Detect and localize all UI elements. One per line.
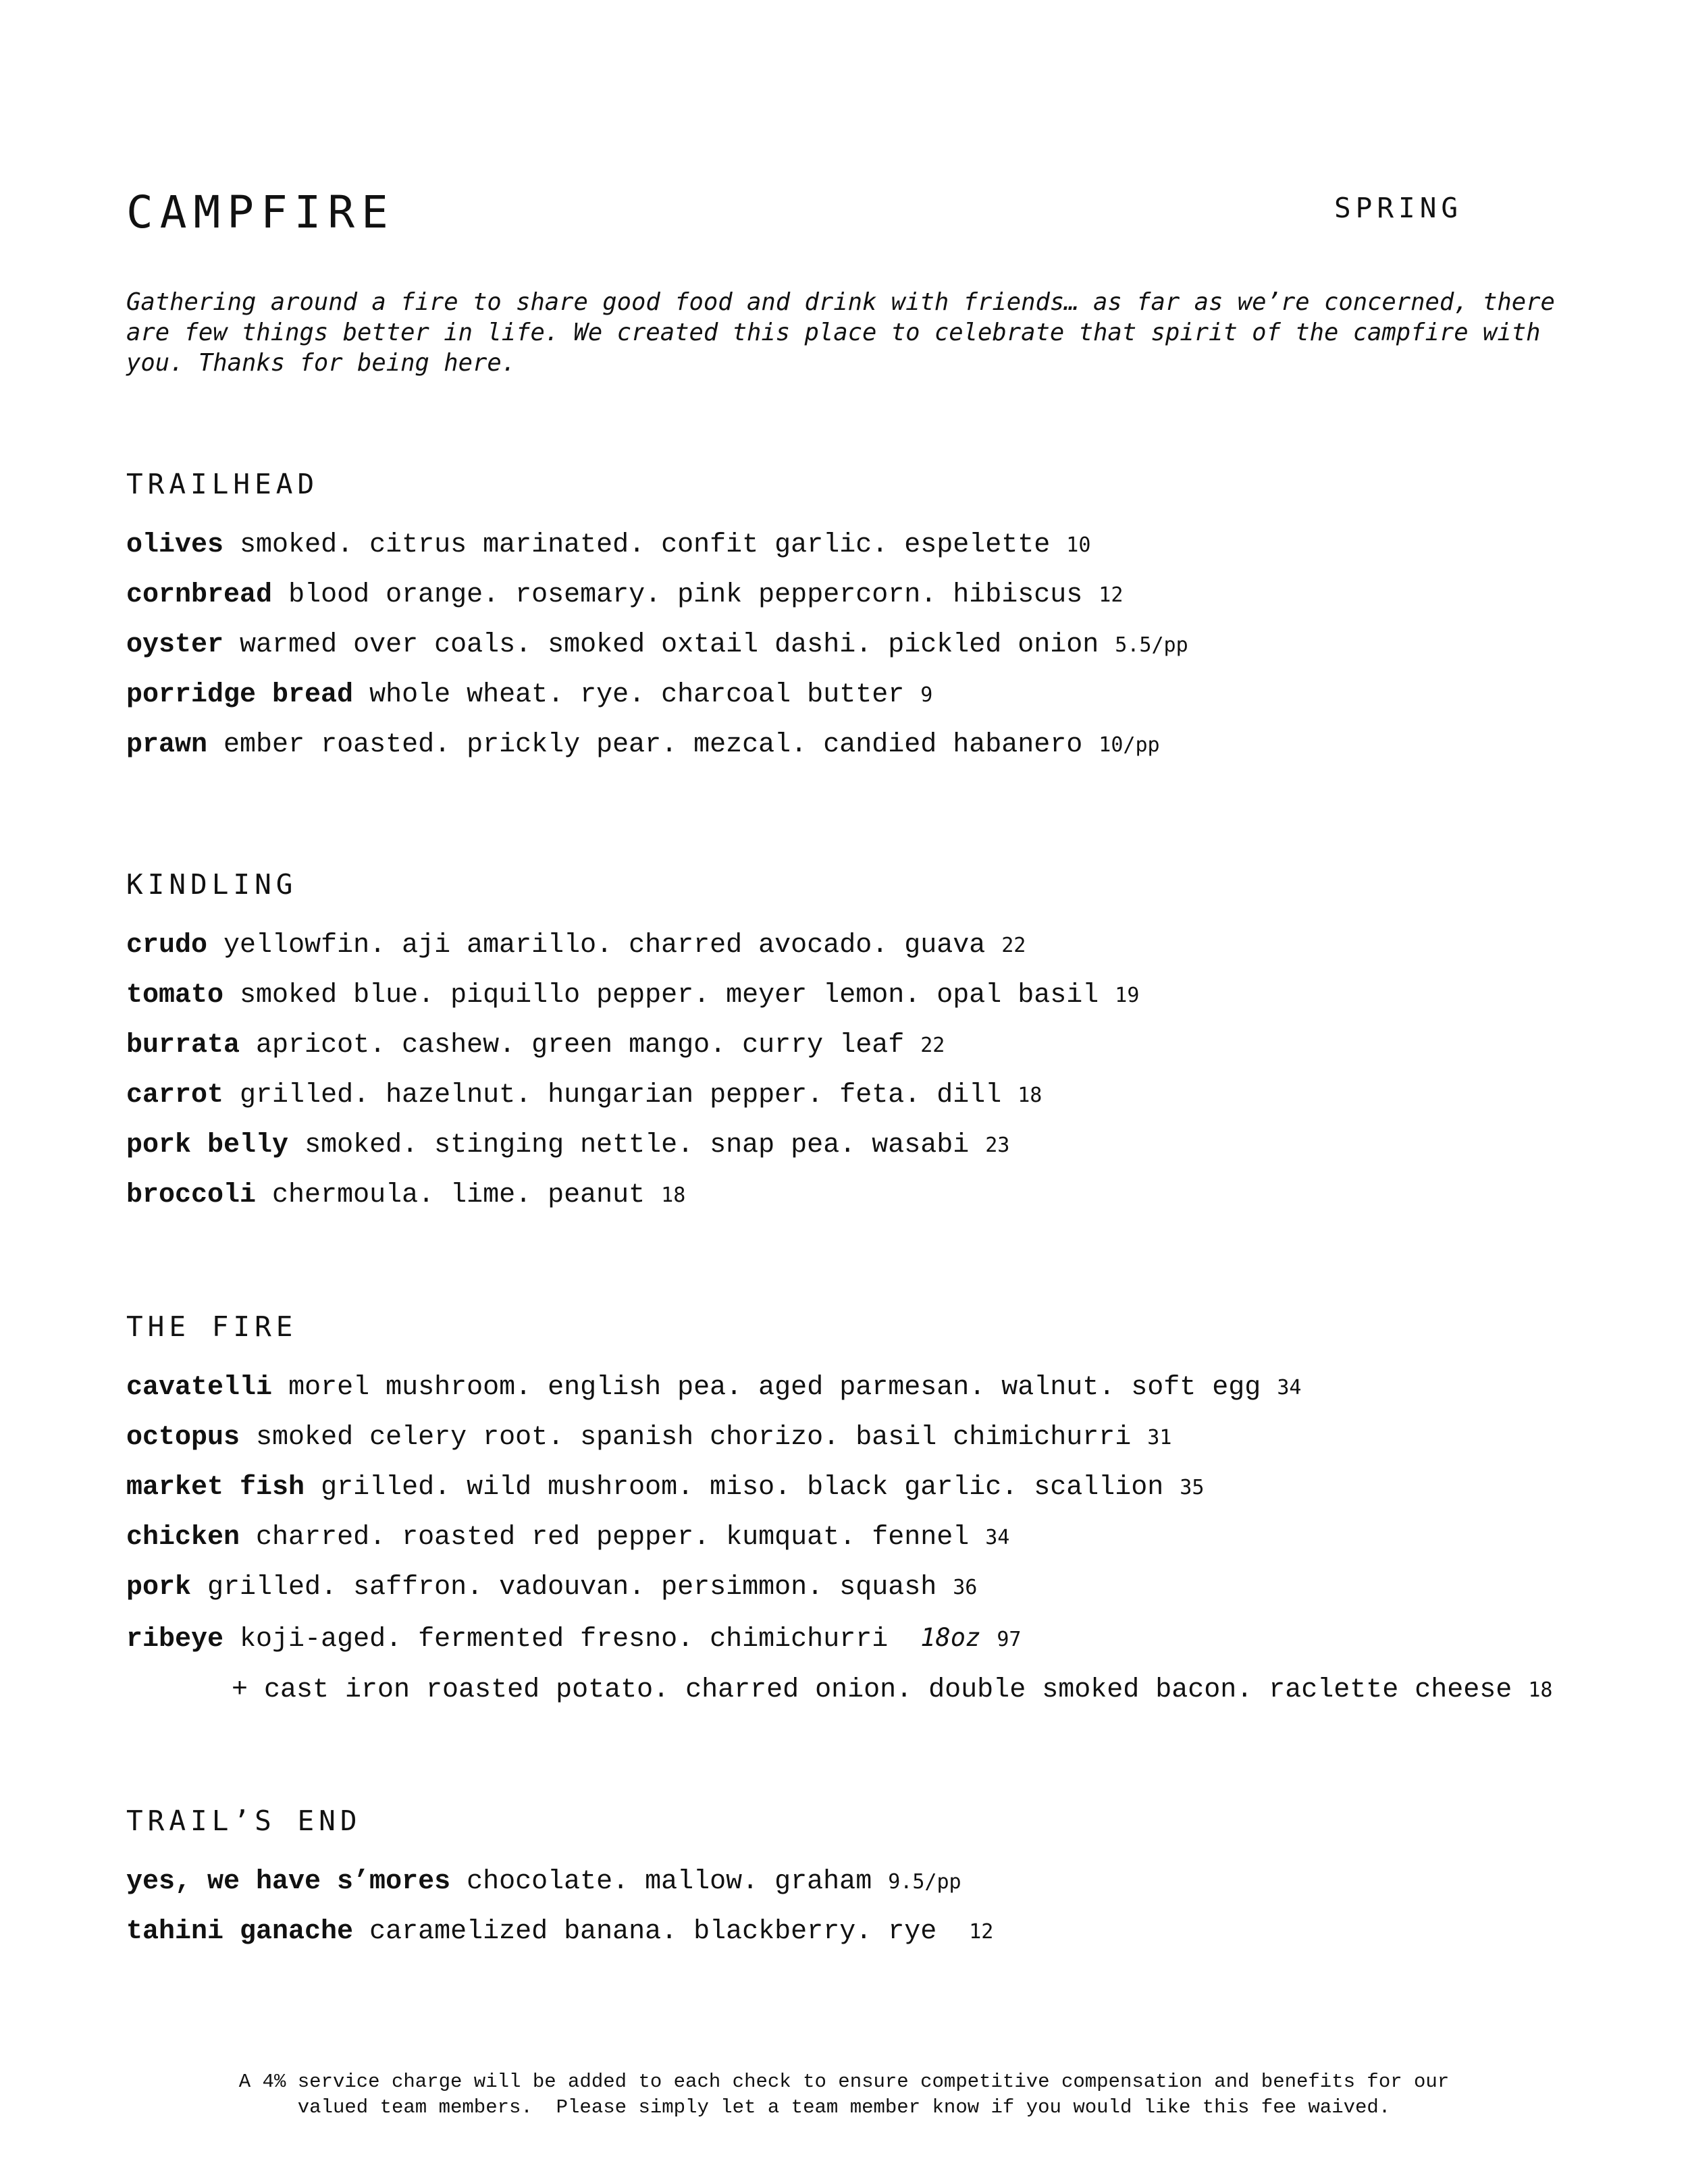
restaurant-name: CAMPFIRE [126,186,395,238]
item-name: ribeye [126,1624,224,1655]
item-description: morel mushroom. english pea. aged parmesan. walnut. soft egg [288,1373,1261,1403]
item-description: ember roasted. prickly pear. mezcal. candied habanero [223,730,1083,760]
item-price: 97 [997,1628,1022,1651]
item-name: octopus [126,1422,240,1453]
item-name: yes, we have s’mores [126,1867,451,1897]
section-the-fire [126,1310,1553,1716]
section-title: KINDLING [126,868,298,901]
item-price: 10/pp [1099,733,1160,757]
item-description: grilled. hazelnut. hungarian pepper. feta. dill [240,1080,1002,1111]
menu-item [126,1363,1552,1413]
item-price: 5.5/pp [1115,633,1188,657]
menu-item [126,521,1188,570]
item-price: 34 [1277,1376,1302,1400]
item-description: grilled. saffron. vadouvan. persimmon. squash [207,1572,937,1603]
item-description: whole wheat. rye. charcoal butter [369,680,905,710]
item-size: 18oz [920,1623,981,1652]
menu-item [126,670,1188,720]
footer-line: A 4% service charge will be added to each check to ensure competitive compensation and benefits for our [238,2071,1450,2093]
section-kindling [126,868,1140,1221]
item-name: carrot [126,1080,224,1111]
item-description: chermoula. lime. peanut [272,1180,645,1210]
item-name: oyster [126,630,224,660]
section-trails-end [126,1807,993,1957]
season-label: SPRING [1334,192,1463,224]
addon-description: + cast iron roasted potato. charred onion. double smoked bacon. raclette cheese [232,1675,1512,1705]
item-price: 12 [1099,583,1124,607]
item-price: 10 [1066,533,1091,557]
item-price: 19 [1115,984,1140,1007]
menu-item [126,1121,1139,1171]
item-description: yellowfin. aji amarillo. charred avocado. guava [223,930,986,961]
item-name: burrata [126,1030,240,1061]
item-description: smoked. citrus marinated. confit garlic. espelette [240,530,1051,560]
menu-item [126,1463,1552,1513]
item-name: cavatelli [126,1373,273,1403]
item-description: smoked blue. piquillo pepper. meyer lemon. opal basil [240,980,1099,1011]
menu-item [126,971,1139,1021]
item-description: smoked celery root. spanish chorizo. basil chimichurri [256,1422,1132,1453]
item-description: chocolate. mallow. graham [467,1867,872,1897]
item-price: 31 [1147,1426,1172,1449]
menu-item [126,720,1188,770]
menu-item [126,1613,1552,1665]
menu-item [126,620,1188,670]
item-price: 18 [1018,1084,1043,1107]
item-price: 23 [985,1134,1010,1157]
item-name: olives [126,530,224,560]
section-title: THE FIRE [126,1310,298,1343]
footer-line: valued team members. Please simply let a team member know if you would like this fee waived. [297,2096,1391,2119]
item-price: 36 [953,1576,978,1599]
item-name: crudo [126,930,208,961]
menu-item [126,1171,1139,1221]
item-price: 35 [1180,1476,1205,1499]
addon-price: 18 [1528,1678,1553,1702]
item-price: 22 [1001,934,1026,957]
item-name: pork [126,1572,192,1603]
menu-item [126,570,1188,620]
item-name: tomato [126,980,224,1011]
menu-item [126,1563,1552,1613]
item-description: smoked. stinging nettle. snap pea. wasabi [305,1130,970,1161]
intro-text: Gathering around a fire to share good food and drink with friends… as far as we’re concerned, there are few things better in life. We created this place to celebrate that spirit of the campfire with you. Thanks for being here. [126,288,1555,377]
item-description: warmed over coals. smoked oxtail dashi. pickled onion [240,630,1099,660]
section-title: TRAILHEAD [126,468,319,500]
item-price: 9 [920,683,933,707]
item-description: blood orange. rosemary. pink peppercorn. hibiscus [288,580,1083,610]
menu-item [126,1513,1552,1563]
item-price: 12 [969,1920,994,1944]
item-name: prawn [126,730,208,760]
item-price: 18 [661,1183,686,1207]
item-description: koji-aged. fermented fresno. chimichurri [240,1624,889,1655]
item-description: apricot. cashew. green mango. curry leaf [256,1030,905,1061]
menu-item [126,1413,1552,1463]
item-description: caramelized banana. blackberry. rye [369,1917,937,1947]
item-name: chicken [126,1522,240,1553]
item-name: cornbread [126,580,273,610]
addon-item [126,1665,1552,1716]
item-name: broccoli [126,1180,257,1210]
item-description: charred. roasted red pepper. kumquat. fennel [256,1522,970,1553]
section-title: TRAIL’S END [126,1805,362,1837]
item-name: pork belly [126,1130,289,1161]
menu-item [126,1907,993,1957]
item-price: 34 [985,1526,1010,1549]
item-price: 9.5/pp [888,1870,961,1894]
service-charge-note [169,2069,1519,2121]
item-name: tahini ganache [126,1917,354,1947]
menu-item [126,1021,1139,1071]
item-name: porridge bread [126,680,354,710]
menu-item [126,1071,1139,1121]
item-price: 22 [920,1034,945,1057]
item-description: grilled. wild mushroom. miso. black garlic. scallion [321,1472,1164,1503]
item-name: market fish [126,1472,305,1503]
menu-item [126,921,1139,971]
menu-item [126,1857,993,1907]
section-trailhead [126,468,1188,770]
